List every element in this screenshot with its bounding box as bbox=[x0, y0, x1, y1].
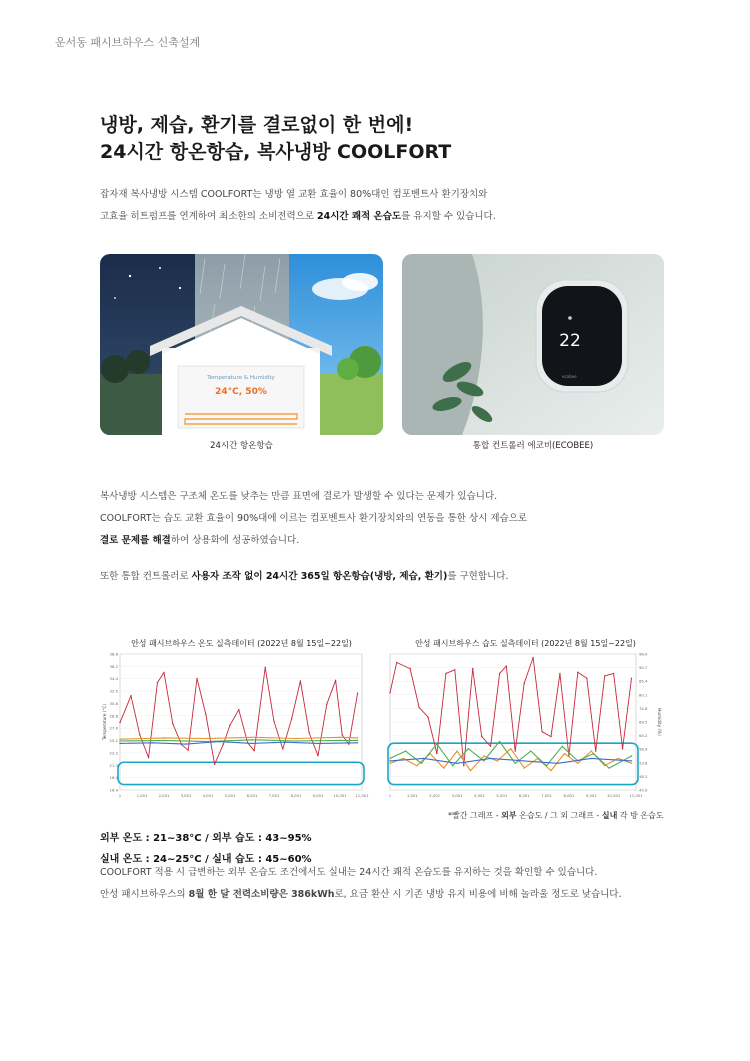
data-point bbox=[530, 750, 531, 751]
data-point bbox=[357, 737, 358, 738]
data-point bbox=[196, 678, 197, 679]
data-point bbox=[559, 673, 560, 674]
y-tick-label: 69.5 bbox=[639, 719, 648, 725]
data-point bbox=[481, 736, 482, 737]
data-point bbox=[490, 758, 491, 759]
data-point bbox=[405, 750, 406, 751]
data-point bbox=[577, 672, 578, 673]
data-point bbox=[593, 753, 594, 754]
data-point bbox=[586, 678, 587, 679]
x-tick-label: 7,001 bbox=[268, 793, 280, 798]
x-tick-label: 1,001 bbox=[406, 793, 418, 798]
x-tick-label: 3,001 bbox=[180, 793, 192, 798]
thermostat-display: 22 bbox=[559, 331, 581, 351]
y-tick-label: 30.6 bbox=[109, 700, 118, 706]
data-point bbox=[348, 743, 349, 744]
data-point bbox=[499, 673, 500, 674]
data-point bbox=[463, 765, 464, 766]
data-point bbox=[427, 716, 428, 717]
data-point bbox=[490, 746, 491, 747]
data-point bbox=[357, 742, 358, 743]
data-point bbox=[550, 736, 551, 737]
data-point bbox=[185, 743, 186, 744]
data-point bbox=[317, 755, 318, 756]
data-point bbox=[157, 682, 158, 683]
x-tick-label: 6,001 bbox=[246, 793, 258, 798]
y-tick-label: 23.2 bbox=[109, 750, 118, 756]
y-tick-label: 16.4 bbox=[109, 787, 118, 793]
body-line-1: 복사냉방 시스템은 구조체 온도를 낮추는 만큼 표면에 결로가 발생할 수 있다는 문제가 있습니다. bbox=[100, 491, 498, 502]
data-point bbox=[273, 721, 274, 722]
x-tick-label: 10,001 bbox=[333, 793, 347, 798]
data-point bbox=[295, 740, 296, 741]
y-tick-label: 96.0 bbox=[639, 651, 648, 657]
x-tick-label: 9,001 bbox=[312, 793, 324, 798]
x-tick-label: 8,001 bbox=[290, 793, 302, 798]
right-image-caption: 통합 컨트롤러 에코비(ECOBEE) bbox=[472, 441, 594, 451]
overlay-value: 24°C, 50% bbox=[215, 387, 267, 397]
indoor-stats: 실내 온도 : 24~25°C / 실내 습도 : 45~60% bbox=[100, 854, 312, 865]
conclusion-paragraph bbox=[100, 862, 622, 906]
data-point bbox=[541, 731, 542, 732]
y-tick-label: 27.0 bbox=[109, 725, 118, 731]
x-tick-label: 7,001 bbox=[541, 793, 552, 798]
x-tick-label: 1,001 bbox=[136, 793, 148, 798]
data-point bbox=[389, 760, 390, 761]
data-point bbox=[295, 738, 296, 739]
data-point bbox=[515, 763, 516, 764]
data-point bbox=[550, 770, 551, 771]
x-tick-label: 8,001 bbox=[563, 793, 575, 798]
y-tick-label: 34.4 bbox=[109, 676, 118, 682]
data-point bbox=[238, 709, 239, 710]
data-point bbox=[265, 667, 266, 668]
data-point bbox=[456, 750, 457, 751]
data-point bbox=[532, 657, 533, 658]
data-point bbox=[483, 755, 484, 756]
data-point bbox=[119, 743, 120, 744]
data-point bbox=[251, 737, 252, 738]
data-point bbox=[564, 753, 565, 754]
data-point bbox=[483, 760, 484, 761]
data-point bbox=[357, 740, 358, 741]
data-point bbox=[163, 672, 164, 673]
data-point bbox=[506, 665, 507, 666]
data-point bbox=[423, 758, 424, 759]
humidity-chart bbox=[386, 650, 666, 809]
data-point bbox=[357, 693, 358, 694]
chart-footnote: *빨간 그래프 - 외부 온습도 / 그 외 그래프 - 실내 각 방 온습도 bbox=[448, 811, 664, 820]
x-tick-label: 11,001 bbox=[629, 793, 643, 798]
data-point bbox=[452, 765, 453, 766]
data-point bbox=[456, 763, 457, 764]
body-line-4: 또한 통합 컨트롤러로 사용자 조작 없이 24시간 365일 항온항습(냉방, 제습, 환기)를 구현합니다. bbox=[100, 571, 509, 582]
data-point bbox=[119, 722, 120, 723]
data-point bbox=[163, 740, 164, 741]
data-point bbox=[608, 767, 609, 768]
data-point bbox=[389, 692, 390, 693]
data-point bbox=[631, 763, 632, 764]
data-point bbox=[148, 757, 149, 758]
y-tick-label: 74.8 bbox=[639, 705, 648, 711]
x-tick-label: 3,001 bbox=[451, 793, 463, 798]
data-point bbox=[604, 675, 605, 676]
data-point bbox=[445, 673, 446, 674]
conclusion-line-1: COOLFORT 적용 시 급변하는 외부 온습도 조건에서도 실내는 24시간 쾌적 온습도를 유지하는 것을 확인할 수 있습니다. bbox=[100, 867, 598, 878]
data-point bbox=[454, 669, 455, 670]
x-tick-label: 11,001 bbox=[355, 793, 369, 798]
x-tick-label: 5,001 bbox=[496, 793, 508, 798]
y-tick-label: 36.2 bbox=[109, 663, 118, 669]
ecobee-photo bbox=[402, 254, 664, 435]
x-tick-label: 9,001 bbox=[585, 793, 597, 798]
data-point bbox=[472, 668, 473, 669]
data-point bbox=[254, 750, 255, 751]
data-point bbox=[172, 723, 173, 724]
y-tick-label: 32.5 bbox=[109, 688, 118, 694]
plot-area bbox=[120, 654, 362, 790]
y-tick-label: 85.4 bbox=[639, 678, 648, 684]
y-tick-label: 25.1 bbox=[109, 738, 118, 744]
y-tick-label: 38.6 bbox=[109, 651, 118, 657]
data-point bbox=[418, 707, 419, 708]
y-tick-label: 28.8 bbox=[109, 713, 118, 719]
data-point bbox=[595, 750, 596, 751]
data-point bbox=[119, 739, 120, 740]
data-point bbox=[214, 764, 215, 765]
y-tick-label: 64.2 bbox=[639, 733, 648, 739]
headline bbox=[100, 112, 451, 166]
data-point bbox=[499, 741, 500, 742]
data-point bbox=[251, 743, 252, 744]
data-point bbox=[468, 748, 469, 749]
data-point bbox=[515, 750, 516, 751]
intro-paragraph bbox=[100, 184, 496, 228]
data-point bbox=[282, 748, 283, 749]
data-point bbox=[291, 718, 292, 719]
headline-line-1: 냉방, 제습, 환기를 결로없이 한 번에! bbox=[100, 114, 414, 136]
data-point bbox=[524, 682, 525, 683]
data-point bbox=[317, 743, 318, 744]
temperature-chart-title: 안성 패시브하우스 온도 실측데이터 (2022년 8월 15일~22일) bbox=[131, 639, 352, 648]
data-point bbox=[396, 662, 397, 663]
data-point bbox=[339, 740, 340, 741]
data-point bbox=[409, 668, 410, 669]
left-image-caption: 24시간 항온항습 bbox=[210, 441, 273, 451]
x-tick-label: 2,001 bbox=[158, 793, 170, 798]
data-point bbox=[342, 734, 343, 735]
x-tick-label: 2,001 bbox=[429, 793, 441, 798]
data-point bbox=[562, 746, 563, 747]
data-point bbox=[163, 737, 164, 738]
data-point bbox=[470, 770, 471, 771]
data-point bbox=[497, 760, 498, 761]
y-axis-label: Humidity (%) bbox=[657, 708, 662, 736]
x-tick-label: 4,001 bbox=[202, 793, 214, 798]
data-point bbox=[389, 758, 390, 759]
data-point bbox=[617, 758, 618, 759]
intro-line-1: 잡자재 복사냉방 시스템 COOLFORT는 냉방 열 교환 효율이 80%대인 컴포벤트사 환기장치와 bbox=[100, 189, 488, 200]
thermostat-brand: ecobee bbox=[562, 374, 577, 379]
data-point bbox=[284, 742, 285, 743]
data-point bbox=[389, 763, 390, 764]
data-point bbox=[631, 678, 632, 679]
data-point bbox=[591, 758, 592, 759]
data-point bbox=[339, 737, 340, 738]
body-line-3: 결로 문제를 해결하여 상용화에 성공하였습니다. bbox=[100, 535, 300, 546]
x-tick-label: 5,001 bbox=[224, 793, 236, 798]
data-point bbox=[207, 738, 208, 739]
temperature-chart bbox=[100, 650, 385, 809]
x-tick-label: 1 bbox=[388, 793, 392, 798]
data-point bbox=[443, 767, 444, 768]
intro-line-2: 고효율 히트펌프를 연계하여 최소한의 소비전력으로 24시간 쾌적 온습도를 유지할 수 있습니다. bbox=[100, 211, 496, 222]
data-point bbox=[223, 743, 224, 744]
y-tick-label: 53.6 bbox=[639, 760, 648, 766]
data-point bbox=[130, 695, 131, 696]
data-point bbox=[309, 732, 310, 733]
data-point bbox=[119, 740, 120, 741]
data-point bbox=[577, 763, 578, 764]
x-tick-label: 1 bbox=[118, 793, 122, 798]
data-point bbox=[524, 760, 525, 761]
data-point bbox=[510, 748, 511, 749]
humidity-chart-title: 안성 패시브하우스 습도 실측데이터 (2022년 8월 15일~22일) bbox=[415, 639, 636, 648]
y-tick-label: 18.4 bbox=[109, 775, 118, 781]
data-point bbox=[229, 724, 230, 725]
y-tick-label: 90.7 bbox=[639, 665, 648, 671]
x-tick-label: 4,001 bbox=[474, 793, 485, 798]
overlay-title: Temperature & Humidity bbox=[207, 375, 275, 381]
data-point bbox=[436, 743, 437, 744]
body-line-2: COOLFORT는 습도 교환 효율이 90%대에 이르는 컴포벤트사 환기장치와의 연동을 통한 상시 제습으로 bbox=[100, 513, 528, 524]
house-illustration bbox=[100, 254, 383, 435]
data-point bbox=[403, 758, 404, 759]
x-tick-label: 6,001 bbox=[518, 793, 530, 798]
y-tick-label: 58.9 bbox=[639, 746, 648, 752]
x-tick-label: 10,001 bbox=[606, 793, 621, 798]
data-point bbox=[205, 713, 206, 714]
data-point bbox=[557, 763, 558, 764]
data-point bbox=[335, 680, 336, 681]
y-tick-label: 43.0 bbox=[639, 787, 648, 793]
data-point bbox=[152, 742, 153, 743]
y-tick-label: 21.3 bbox=[109, 762, 118, 768]
data-point bbox=[139, 734, 140, 735]
data-point bbox=[326, 704, 327, 705]
outdoor-stats: 외부 온도 : 21~38°C / 외부 습도 : 43~95% bbox=[100, 833, 312, 844]
data-point bbox=[622, 748, 623, 749]
data-point bbox=[300, 680, 301, 681]
body-paragraph bbox=[100, 486, 527, 552]
data-point bbox=[188, 750, 189, 751]
data-point bbox=[613, 673, 614, 674]
data-point bbox=[218, 741, 219, 742]
data-point bbox=[631, 760, 632, 761]
data-point bbox=[631, 755, 632, 756]
data-point bbox=[251, 739, 252, 740]
data-point bbox=[436, 753, 437, 754]
y-axis-label: Temperature (°C) bbox=[102, 703, 107, 741]
data-point bbox=[416, 765, 417, 766]
data-point bbox=[421, 763, 422, 764]
conclusion-line-2: 안성 패시브하우스의 8월 한 달 전력소비량은 386kWh로, 요금 환산 시 기존 냉방 유지 비용에 비해 놀라울 정도로 낮습니다. bbox=[100, 889, 622, 900]
y-tick-label: 48.3 bbox=[639, 773, 648, 779]
header-label: 운서동 패시브하우스 신축설계 bbox=[55, 36, 201, 49]
headline-line-2: 24시간 항온항습, 복사냉방 COOLFORT bbox=[100, 141, 452, 163]
data-point bbox=[591, 750, 592, 751]
y-tick-label: 80.1 bbox=[639, 692, 648, 698]
data-point bbox=[546, 765, 547, 766]
data-point bbox=[524, 767, 525, 768]
